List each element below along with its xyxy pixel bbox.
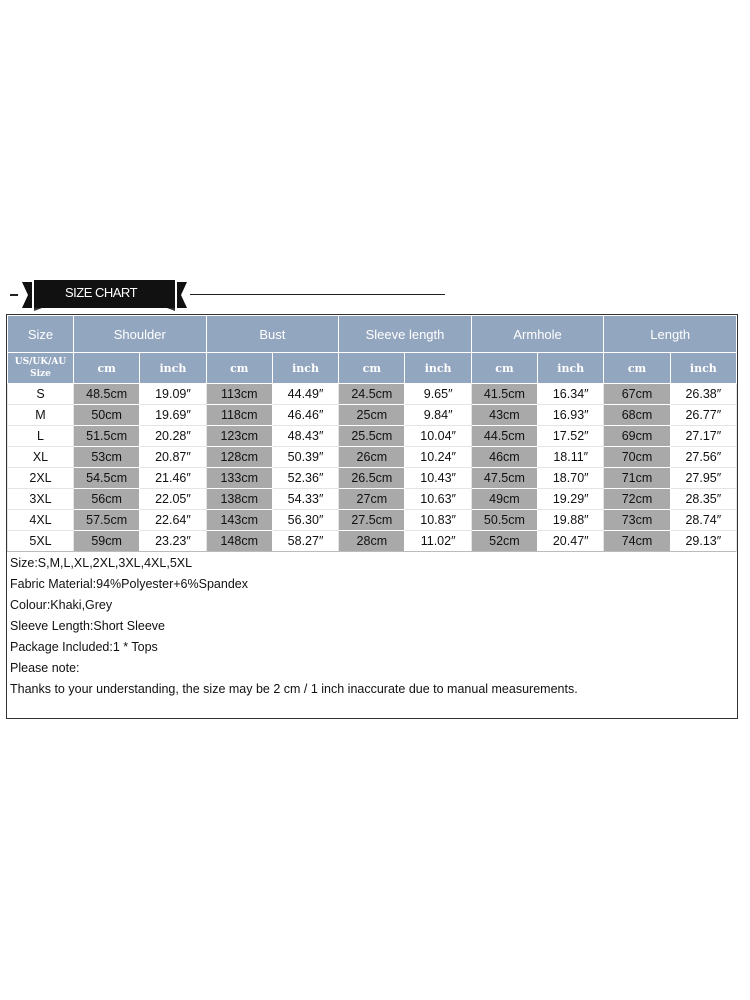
cm-value-cell: 72cm — [604, 489, 670, 510]
cm-value-cell: 47.5cm — [471, 468, 537, 489]
table-row — [8, 384, 737, 405]
size-cell: 4XL — [8, 510, 74, 531]
cm-value-cell: 59cm — [74, 531, 140, 552]
size-chart-title: SIZE CHART — [64, 285, 138, 300]
note-line: Package Included:1 * Tops — [10, 640, 158, 654]
inch-value-cell: 20.87″ — [140, 447, 206, 468]
inch-value-cell: 16.93″ — [538, 405, 604, 426]
inch-value-cell: 20.47″ — [538, 531, 604, 552]
size-region-subheader: US/UK/AU Size — [8, 353, 74, 384]
cm-value-cell: 133cm — [206, 468, 272, 489]
cm-value-cell: 128cm — [206, 447, 272, 468]
inch-value-cell: 52.36″ — [272, 468, 338, 489]
inch-value-cell: 9.65″ — [405, 384, 471, 405]
cm-value-cell: 27cm — [339, 489, 405, 510]
cm-value-cell: 57.5cm — [74, 510, 140, 531]
inch-value-cell: 58.27″ — [272, 531, 338, 552]
table-row — [8, 510, 737, 531]
cm-value-cell: 71cm — [604, 468, 670, 489]
inch-value-cell: 23.23″ — [140, 531, 206, 552]
inch-value-cell: 27.95″ — [670, 468, 736, 489]
inch-value-cell: 17.52″ — [538, 426, 604, 447]
table-row — [8, 426, 737, 447]
product-notes — [10, 553, 730, 700]
cm-value-cell: 24.5cm — [339, 384, 405, 405]
unit-cm-header: cm — [206, 353, 272, 384]
cm-value-cell: 28cm — [339, 531, 405, 552]
unit-cm-header: cm — [471, 353, 537, 384]
unit-inch-header: inch — [405, 353, 471, 384]
group-header-shoulder: Shoulder — [74, 316, 207, 353]
size-cell: S — [8, 384, 74, 405]
cm-value-cell: 41.5cm — [471, 384, 537, 405]
inch-value-cell: 54.33″ — [272, 489, 338, 510]
inch-value-cell: 19.09″ — [140, 384, 206, 405]
inch-value-cell: 21.46″ — [140, 468, 206, 489]
inch-value-cell: 10.43″ — [405, 468, 471, 489]
group-header-bust: Bust — [206, 316, 339, 353]
size-table — [7, 315, 737, 552]
size-cell: 2XL — [8, 468, 74, 489]
inch-value-cell: 11.02″ — [405, 531, 471, 552]
cm-value-cell: 143cm — [206, 510, 272, 531]
inch-value-cell: 20.28″ — [140, 426, 206, 447]
cm-value-cell: 118cm — [206, 405, 272, 426]
header-rule — [190, 294, 445, 295]
table-row — [8, 447, 737, 468]
inch-value-cell: 28.35″ — [670, 489, 736, 510]
header-dash — [10, 294, 18, 296]
cm-value-cell: 54.5cm — [74, 468, 140, 489]
inch-value-cell: 18.70″ — [538, 468, 604, 489]
table-row — [8, 531, 737, 552]
group-header-sleeve-length: Sleeve length — [339, 316, 472, 353]
unit-inch-header: inch — [538, 353, 604, 384]
inch-value-cell: 18.11″ — [538, 447, 604, 468]
table-row — [8, 405, 737, 426]
cm-value-cell: 51.5cm — [74, 426, 140, 447]
cm-value-cell: 73cm — [604, 510, 670, 531]
inch-value-cell: 9.84″ — [405, 405, 471, 426]
cm-value-cell: 50cm — [74, 405, 140, 426]
inch-value-cell: 19.69″ — [140, 405, 206, 426]
group-header-length: Length — [604, 316, 737, 353]
size-cell: L — [8, 426, 74, 447]
unit-inch-header: inch — [670, 353, 736, 384]
notes-divider — [7, 551, 736, 552]
table-row — [8, 468, 737, 489]
inch-value-cell: 26.77″ — [670, 405, 736, 426]
inch-value-cell: 27.56″ — [670, 447, 736, 468]
inch-value-cell: 28.74″ — [670, 510, 736, 531]
inch-value-cell: 10.24″ — [405, 447, 471, 468]
unit-inch-header: inch — [140, 353, 206, 384]
inch-value-cell: 19.29″ — [538, 489, 604, 510]
cm-value-cell: 25.5cm — [339, 426, 405, 447]
cm-value-cell: 52cm — [471, 531, 537, 552]
size-cell: 3XL — [8, 489, 74, 510]
size-rows — [8, 384, 737, 552]
cm-value-cell: 74cm — [604, 531, 670, 552]
inch-value-cell: 29.13″ — [670, 531, 736, 552]
inch-value-cell: 22.05″ — [140, 489, 206, 510]
cm-value-cell: 26cm — [339, 447, 405, 468]
size-cell: 5XL — [8, 531, 74, 552]
note-line: Thanks to your understanding, the size may be 2 cm / 1 inch inaccurate due to manual measurements. — [10, 682, 578, 696]
cm-value-cell: 46cm — [471, 447, 537, 468]
cm-value-cell: 113cm — [206, 384, 272, 405]
note-line: Size:S,M,L,XL,2XL,3XL,4XL,5XL — [10, 556, 193, 570]
inch-value-cell: 48.43″ — [272, 426, 338, 447]
cm-value-cell: 123cm — [206, 426, 272, 447]
inch-value-cell: 44.49″ — [272, 384, 338, 405]
cm-value-cell: 48.5cm — [74, 384, 140, 405]
inch-value-cell: 16.34″ — [538, 384, 604, 405]
inch-value-cell: 27.17″ — [670, 426, 736, 447]
inch-value-cell: 46.46″ — [272, 405, 338, 426]
inch-value-cell: 10.83″ — [405, 510, 471, 531]
note-line: Please note: — [10, 661, 80, 675]
size-column-header: Size — [8, 316, 74, 353]
cm-value-cell: 56cm — [74, 489, 140, 510]
cm-value-cell: 138cm — [206, 489, 272, 510]
cm-value-cell: 148cm — [206, 531, 272, 552]
cm-value-cell: 50.5cm — [471, 510, 537, 531]
unit-inch-header: inch — [272, 353, 338, 384]
cm-value-cell: 69cm — [604, 426, 670, 447]
inch-value-cell: 50.39″ — [272, 447, 338, 468]
cm-value-cell: 70cm — [604, 447, 670, 468]
cm-value-cell: 26.5cm — [339, 468, 405, 489]
size-chart-sheet — [6, 314, 738, 719]
inch-value-cell: 22.64″ — [140, 510, 206, 531]
cm-value-cell: 27.5cm — [339, 510, 405, 531]
note-line: Fabric Material:94%Polyester+6%Spandex — [10, 577, 248, 591]
group-header-armhole: Armhole — [471, 316, 604, 353]
unit-cm-header: cm — [604, 353, 670, 384]
unit-cm-header: cm — [74, 353, 140, 384]
cm-value-cell: 53cm — [74, 447, 140, 468]
cm-value-cell: 43cm — [471, 405, 537, 426]
cm-value-cell: 25cm — [339, 405, 405, 426]
inch-value-cell: 10.04″ — [405, 426, 471, 447]
cm-value-cell: 44.5cm — [471, 426, 537, 447]
inch-value-cell: 26.38″ — [670, 384, 736, 405]
inch-value-cell: 19.88″ — [538, 510, 604, 531]
size-chart-header — [0, 278, 750, 312]
size-cell: XL — [8, 447, 74, 468]
size-cell: M — [8, 405, 74, 426]
table-row — [8, 489, 737, 510]
cm-value-cell: 67cm — [604, 384, 670, 405]
note-line: Sleeve Length:Short Sleeve — [10, 619, 165, 633]
inch-value-cell: 56.30″ — [272, 510, 338, 531]
cm-value-cell: 68cm — [604, 405, 670, 426]
cm-value-cell: 49cm — [471, 489, 537, 510]
inch-value-cell: 10.63″ — [405, 489, 471, 510]
unit-cm-header: cm — [339, 353, 405, 384]
note-line: Colour:Khaki,Grey — [10, 598, 113, 612]
